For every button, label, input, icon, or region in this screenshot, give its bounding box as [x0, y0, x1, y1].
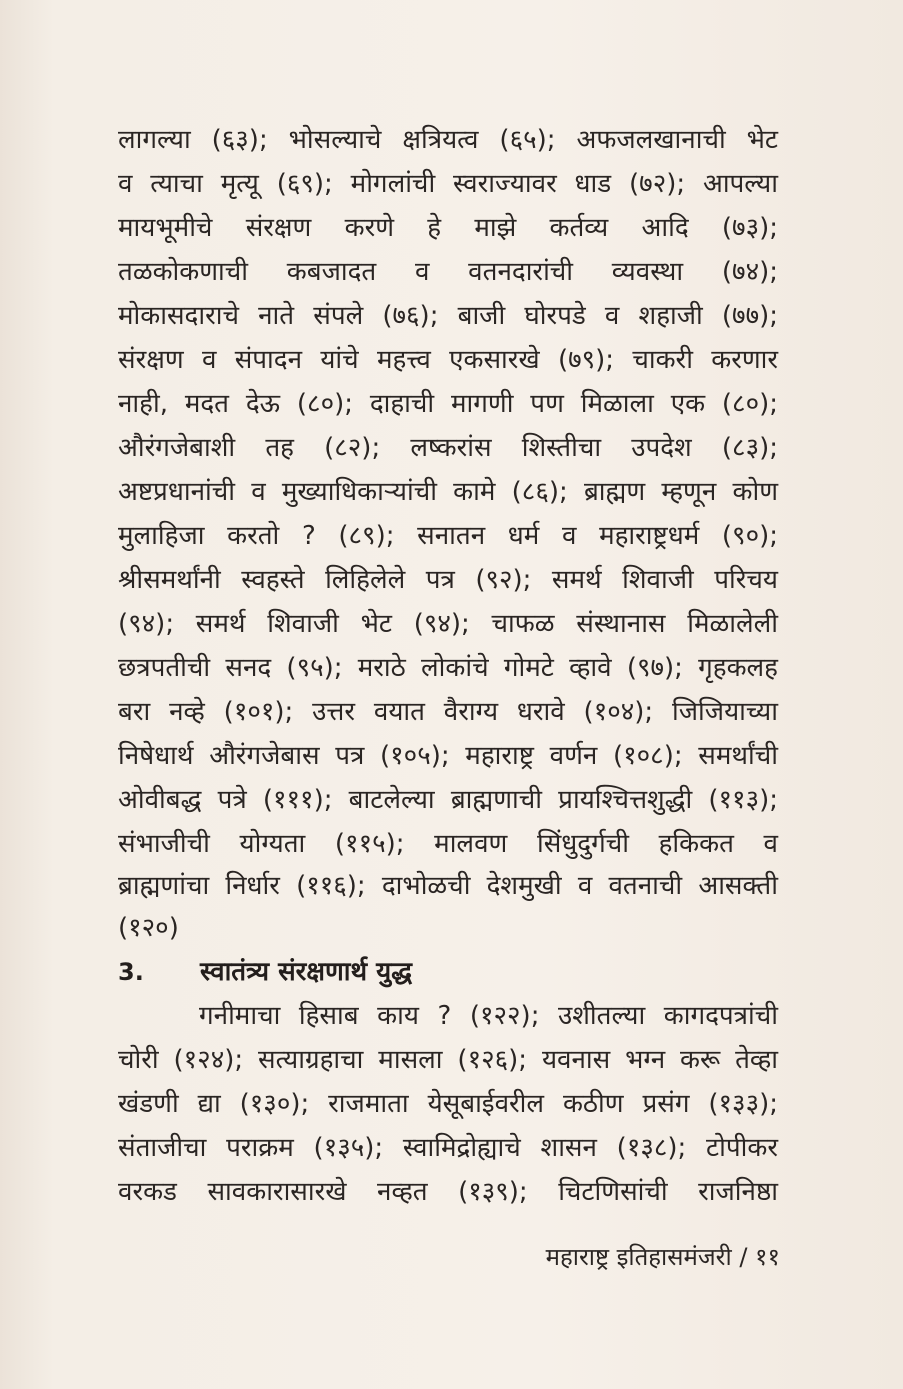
text-line: निषेधार्थ औरंगजेबास पत्र (१०५); महाराष्ट्र वर्णन (१०८); समर्थांची: [118, 741, 778, 771]
text-line: मुलाहिजा करतो ? (८९); सनातन धर्म व महाराष्ट्रधर्म (९०);: [118, 521, 778, 551]
text-line: नाही, मदत देऊ (८०); दाहाची मागणी पण मिळाला एक (८०);: [118, 389, 778, 419]
section-title: स्वातंत्र्य संरक्षणार्थ युद्ध: [200, 957, 413, 987]
text-line: छत्रपतीची सनद (९५); मराठे लोकांचे गोमटे व्हावे (९७); गृहकलह: [118, 653, 778, 683]
text-line: (९४); समर्थ शिवाजी भेट (९४); चाफळ संस्थानास मिळालेली: [118, 609, 778, 639]
text-line: संभाजीची योग्यता (११५); मालवण सिंधुदुर्गची हकिकत व: [118, 829, 778, 859]
text-line: संताजीचा पराक्रम (१३५); स्वामिद्रोह्याचे शासन (१३८); टोपीकर: [118, 1133, 778, 1163]
text-line: व त्याचा मृत्यू (६९); मोगलांची स्वराज्यावर धाड (७२); आपल्या: [118, 169, 778, 199]
text-line: संरक्षण व संपादन यांचे महत्त्व एकसारखे (७९); चाकरी करणार: [118, 345, 778, 375]
text-line: चोरी (१२४); सत्याग्रहाचा मासला (१२६); यवनास भग्न करू तेव्हा: [118, 1045, 778, 1075]
text-line: बरा नव्हे (१०१); उत्तर वयात वैराग्य धरावे (१०४); जिजियाच्या: [118, 697, 778, 727]
text-line: खंडणी द्या (१३०); राजमाता येसूबाईवरील कठीण प्रसंग (१३३);: [118, 1089, 778, 1119]
text-line: लागल्या (६३); भोसल्याचे क्षत्रियत्व (६५); अफजलखानाची भेट: [118, 125, 778, 155]
text-line: ओवीबद्ध पत्रे (१११); बाटलेल्या ब्राह्मणाची प्रायश्चित्तशुद्धी (११३);: [118, 785, 778, 815]
text-line: अष्टप्रधानांची व मुख्याधिकाऱ्यांची कामे (८६); ब्राह्मण म्हणून कोण: [118, 477, 778, 507]
text-line: (१२०): [118, 913, 179, 943]
text-line: मायभूमीचे संरक्षण करणे हे माझे कर्तव्य आदि (७३);: [118, 213, 778, 243]
page-footer: महाराष्ट्र इतिहासमंजरी / ११: [545, 1243, 780, 1271]
text-line: गनीमाचा हिसाब काय ? (१२२); उशीतल्या कागदपत्रांची: [199, 1001, 778, 1031]
text-line: औरंगजेबाशी तह (८२); लष्करांस शिस्तीचा उपदेश (८३);: [118, 433, 778, 463]
text-line: मोकासदाराचे नाते संपले (७६); बाजी घोरपडे व शहाजी (७७);: [118, 301, 778, 331]
text-line: श्रीसमर्थांनी स्वहस्ते लिहिलेले पत्र (९२); समर्थ शिवाजी परिचय: [118, 565, 778, 595]
section-number: 3.: [118, 958, 144, 986]
text-line: ब्राह्मणांचा निर्धार (११६); दाभोळची देशमुखी व वतनाची आसक्ती: [118, 871, 778, 901]
text-line: वरकड सावकारासारखे नव्हत (१३९); चिटणिसांची राजनिष्ठा: [118, 1177, 778, 1207]
text-line: तळकोकणाची कबजादत व वतनदारांची व्यवस्था (७४);: [118, 257, 778, 287]
